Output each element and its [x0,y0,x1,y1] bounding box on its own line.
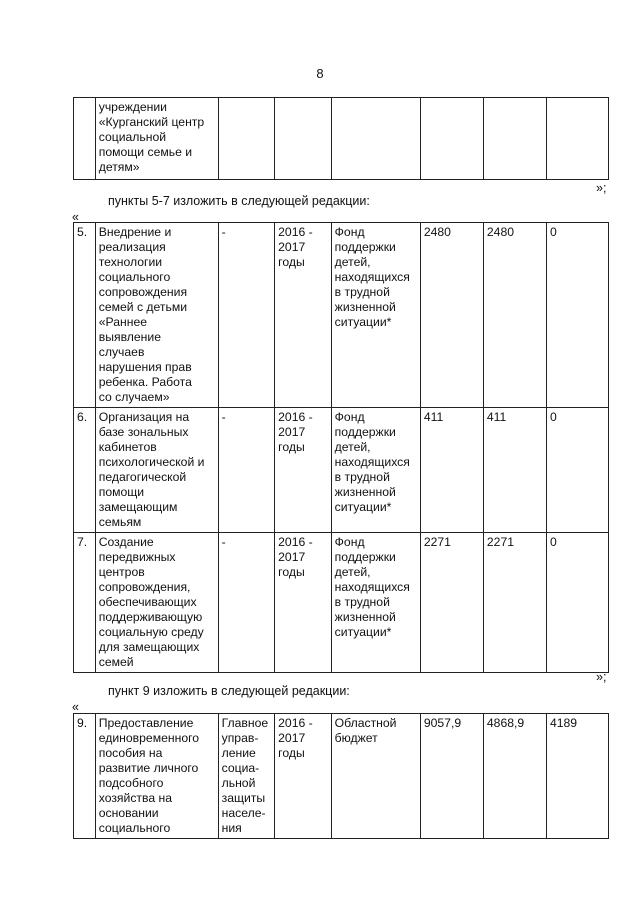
table-cell: 5. [74,223,96,408]
closing-quote: »; [596,181,607,195]
table-cell: 411 [420,408,483,533]
table-cell: 2480 [483,223,546,408]
table-cell [483,98,546,180]
table-cell: 2016 - 2017 годы [275,223,332,408]
table-cell: - [218,408,275,533]
table-cell: Главное управ- ление социа- льной защиты населе- ния [218,714,275,839]
table-row [74,714,609,839]
table-row [74,408,609,533]
table-cell: 411 [483,408,546,533]
table-cell: 2271 [483,533,546,673]
table-cell: Организация на базе зональных кабинетов психологической и педагогической помощи замещающим семьям [95,408,218,533]
table-row [74,533,609,673]
table-cell: 2271 [420,533,483,673]
table-cell: Внедрение и реализация технологии социального сопровождения семей с детьми «Раннее выявление случаев нарушения прав ребенка. Работа со случаем» [95,223,218,408]
table-cell [420,98,483,180]
table-cell: Областной бюджет [331,714,420,839]
table-cell [74,98,96,180]
table-cell [331,98,420,180]
table-cell: 2480 [420,223,483,408]
table-cell: 2016 - 2017 годы [275,714,332,839]
table-row [74,98,609,180]
table-cell: 0 [546,408,608,533]
table-cell: Предоставление единовременного пособия на развитие личного подсобного хозяйства на основании социального [95,714,218,839]
table-cell: 0 [546,533,608,673]
table-cell [546,98,608,180]
table-row [74,223,609,408]
closing-quote: »; [596,670,607,684]
table-cell: Создание передвижных центров сопровождения, обеспечивающих поддерживающую социальную среду для замещающих семей [95,533,218,673]
table-cell [275,98,332,180]
instruction-text: пункт 9 изложить в следующей редакции: [108,684,350,698]
table-cell: 7. [74,533,96,673]
top-table [73,97,609,180]
table-cell [218,98,275,180]
table-cell: 6. [74,408,96,533]
opening-quote: « [72,210,79,224]
opening-quote: « [72,700,79,714]
table-cell: 9057,9 [420,714,483,839]
table-cell: 4868,9 [483,714,546,839]
middle-table [73,222,609,673]
page-number: 8 [316,66,324,81]
table-cell: 4189 [546,714,608,839]
bottom-table [73,713,609,839]
instruction-text: пункты 5-7 изложить в следующей редакции: [108,194,370,208]
table-cell: 2016 - 2017 годы [275,533,332,673]
table-cell: учреждении «Курганский центр социальной помощи семье и детям» [95,98,218,180]
table-cell: - [218,533,275,673]
table-cell: Фонд поддержки детей, находящихся в трудной жизненной ситуации* [331,408,420,533]
table-cell: 9. [74,714,96,839]
table-cell: 0 [546,223,608,408]
table-cell: 2016 - 2017 годы [275,408,332,533]
table-cell: Фонд поддержки детей, находящихся в трудной жизненной ситуации* [331,223,420,408]
table-cell: Фонд поддержки детей, находящихся в трудной жизненной ситуации* [331,533,420,673]
table-cell: - [218,223,275,408]
